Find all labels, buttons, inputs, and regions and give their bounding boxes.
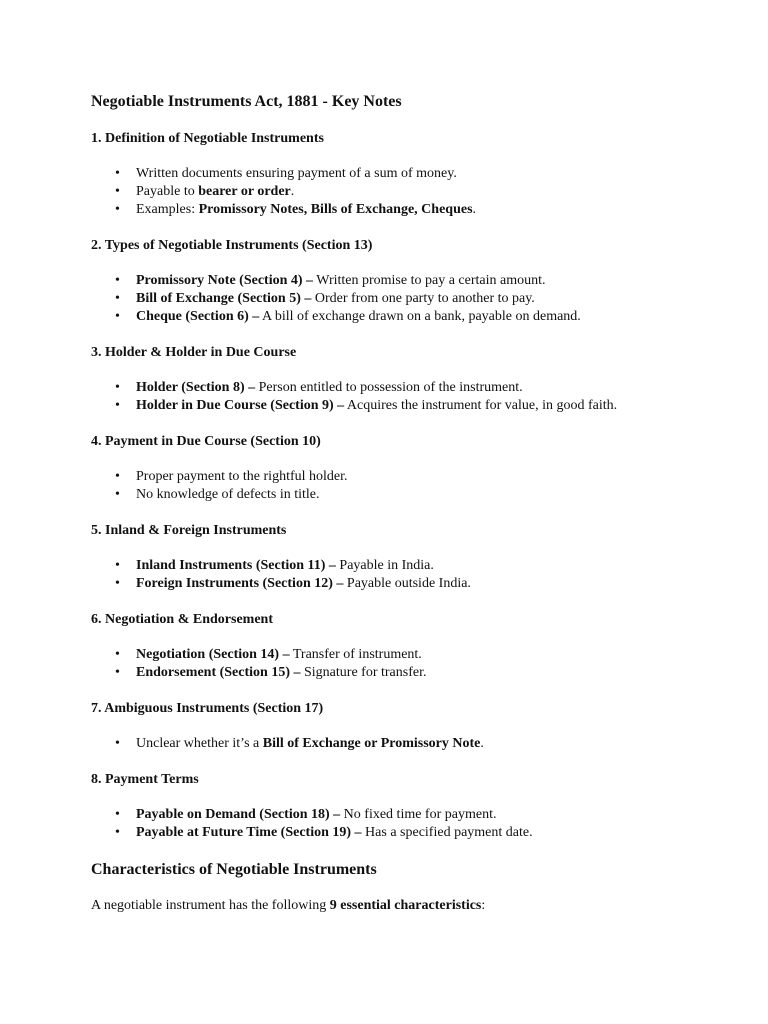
bold-text: Payable on Demand (Section 18) – <box>136 807 341 822</box>
bullet-list <box>91 379 751 415</box>
list-item <box>136 308 751 326</box>
item-text: A bill of exchange drawn on a bank, payable on demand. <box>259 309 581 324</box>
section-heading: 2. Types of Negotiable Instruments (Section 13) <box>91 238 373 253</box>
list-item <box>136 824 751 842</box>
list-item <box>136 468 751 486</box>
section-heading: 6. Negotiation & Endorsement <box>91 612 273 627</box>
item-text: Acquires the instrument for value, in good faith. <box>344 398 618 413</box>
bold-text: Bill of Exchange (Section 5) – <box>136 291 312 306</box>
list-item <box>136 183 751 201</box>
section-heading: 4. Payment in Due Course (Section 10) <box>91 434 321 449</box>
bold-text: Promissory Note (Section 4) – <box>136 273 314 288</box>
intro-bold-text: 9 essential characteristics <box>329 898 482 913</box>
list-item <box>136 486 751 504</box>
list-item <box>136 201 751 219</box>
bullet-list <box>91 468 751 504</box>
list-item <box>136 664 751 682</box>
section-heading: 8. Payment Terms <box>91 772 199 787</box>
item-text: . <box>480 736 484 751</box>
item-text: Written promise to pay a certain amount. <box>313 273 546 288</box>
item-text: Payable in India. <box>335 558 434 573</box>
list-item <box>136 575 751 593</box>
list-item <box>136 735 751 753</box>
bullet-list <box>91 806 751 842</box>
item-text: Payable outside India. <box>343 576 471 591</box>
list-item <box>136 290 751 308</box>
section-heading: 7. Ambiguous Instruments (Section 17) <box>91 701 324 716</box>
bullet-list <box>91 646 751 682</box>
item-text: Signature for transfer. <box>300 665 427 680</box>
list-item <box>136 397 751 415</box>
bold-text: Bill of Exchange or Promissory Note <box>262 736 481 751</box>
bold-text: bearer or order <box>198 184 291 199</box>
item-text: No fixed time for payment. <box>340 807 497 822</box>
item-text: Written documents ensuring payment of a sum of money. <box>136 166 457 181</box>
bullet-list <box>91 165 751 219</box>
list-item <box>136 646 751 664</box>
bold-text: Payable at Future Time (Section 19) – <box>136 825 362 840</box>
list-item <box>136 806 751 824</box>
bold-text: Foreign Instruments (Section 12) – <box>136 576 344 591</box>
bold-text: Endorsement (Section 15) – <box>136 665 301 680</box>
characteristics-intro <box>91 897 751 915</box>
list-item <box>136 165 751 183</box>
sections-container <box>91 130 751 842</box>
item-text: Payable to <box>136 184 199 199</box>
bullet-list <box>91 272 751 326</box>
intro-end-text: : <box>481 898 486 913</box>
list-item <box>136 272 751 290</box>
list-item <box>136 557 751 575</box>
document-page <box>91 92 751 915</box>
bold-text: Inland Instruments (Section 11) – <box>136 558 336 573</box>
bold-text: Holder in Due Course (Section 9) – <box>136 398 345 413</box>
item-text: Examples: <box>136 202 199 217</box>
item-text: . <box>290 184 295 199</box>
item-text: Proper payment to the rightful holder. <box>136 469 348 484</box>
item-text: Transfer of instrument. <box>289 647 422 662</box>
bold-text: Promissory Notes, Bills of Exchange, Cheques <box>198 202 473 217</box>
section-heading: 3. Holder & Holder in Due Course <box>91 345 297 360</box>
item-text: No knowledge of defects in title. <box>136 487 320 502</box>
item-text: . <box>472 202 477 217</box>
bold-text: Negotiation (Section 14) – <box>136 647 290 662</box>
item-text: Person entitled to possession of the instrument. <box>255 380 523 395</box>
characteristics-heading: Characteristics of Negotiable Instruments <box>91 861 377 878</box>
intro-text: A negotiable instrument has the following <box>91 898 330 913</box>
item-text: Has a specified payment date. <box>361 825 533 840</box>
list-item <box>136 379 751 397</box>
item-text: Order from one party to another to pay. <box>311 291 535 306</box>
bullet-list <box>91 735 751 753</box>
section-heading: 5. Inland & Foreign Instruments <box>91 523 287 538</box>
bold-text: Cheque (Section 6) – <box>136 309 260 324</box>
bold-text: Holder (Section 8) – <box>136 380 256 395</box>
item-text: Unclear whether it’s a <box>136 736 263 751</box>
section-heading: 1. Definition of Negotiable Instruments <box>91 131 324 146</box>
document-title: Negotiable Instruments Act, 1881 - Key Notes <box>91 93 402 110</box>
bullet-list <box>91 557 751 593</box>
